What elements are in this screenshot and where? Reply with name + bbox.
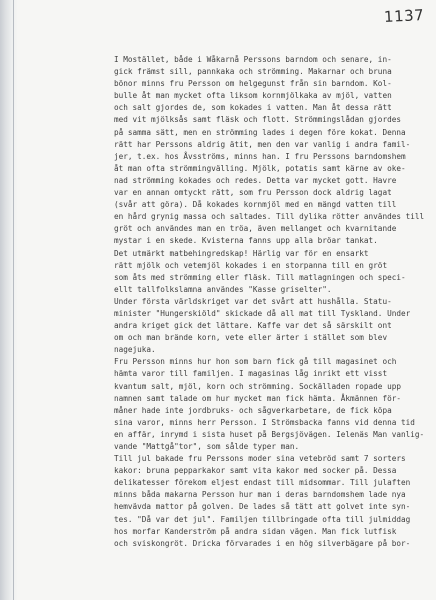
text-line: Till jul bakade fru Perssons moder sina vetebröd samt 7 sorters [114,454,406,464]
text-line: tes. "Då var det jul". Familjen tillbringade ofta till julmiddag [114,514,411,524]
text-line: namnen samt talade om hur mycket man fick hämta. Åkmännen för- [114,393,401,403]
text-line: nad strömming kokades och redes. Detta var mycket gott. Havre [114,175,397,185]
text-line: I Mostället, både i Wåkarnå Perssons barndom och senare, in- [114,55,392,64]
text-line: ellt tallfolkslamna användes "Kasse griselter". [114,284,332,294]
typewritten-text [114,54,436,550]
text-line: sina varor, minns herr Persson. I Strömsbacka fanns vid denna tid [114,417,415,427]
text-line: hos morfar Kanderström på andra sidan vägen. Man fick lutfisk [114,526,397,536]
text-line: Det utmärkt matbehingredskap! Härlig var för en ensarkt [114,248,369,258]
text-line: nagejuka. [114,345,156,355]
text-line: bönor minns fru Persson om helgegunst från sin barndom. Kol- [114,79,392,89]
text-line: mystar i en skede. Kvisterna fanns upp alla bröar tankat. [114,236,378,246]
page-binding-edge [0,0,18,600]
text-line: (svår att göra). Då kokades kornmjöl med en mängd vatten till [114,200,397,210]
text-line: delikatesser förekom eljest endast till midsommar. Till julaften [114,478,411,488]
text-line: hämta varor till familjen. I magasinas låg inrikt ett visst [114,369,388,379]
text-line: rätt mjölk och vetemjöl kokades i en storpanna till en gröt [114,260,388,270]
binding-line [13,0,14,600]
text-line: med vit mjölksås samt fläsk och flott. Strömmingslådan gjordes [114,115,401,125]
text-line: minns båda makarna Persson hur man i deras barndomshem lade nya [114,490,406,500]
text-line: jer, t.ex. hos Åvsströms, minns han. I fru Perssons barndomshem [114,151,406,161]
text-line: om och man brände korn, vete eller ärter i stället som blev [114,333,388,343]
text-line: och sviskongröt. Dricka förvarades i en hög silverbägare på bor- [114,538,411,548]
text-line: och salt gjordes de, som kokades i vatten. Man åt dessa rätt [114,103,392,113]
text-line: på samma sätt, men en strömming lades i degen före kokat. Denna [114,127,406,137]
text-line: var en annan omtyckt rätt, som fru Persson dock aldrig lagat [114,188,392,198]
text-line: vande "Mattgå"tor", som sålde typer man. [114,442,300,451]
text-line: kakor: bruna pepparkakor samt vita kakor med socker på. Dessa [114,466,397,476]
text-line: rätt har Perssons aldrig ätit, men den var vanlig i andra famil- [114,139,411,149]
text-line: som åts med strömming eller fläsk. Till matlagningen och speci- [114,272,406,282]
text-line: gröt och användes man en tröa, även mellanget och kvarnitande [114,224,397,234]
text-line: bulle åt man mycket ofta liksom kornmjölkaka av mjöl, vatten [114,91,392,101]
text-line: måner hade inte jordbruks- och sågverkarbetare, de fick köpa [114,405,392,415]
text-line: kvantum salt, mjöl, korn och strömming. Sockälladen ropade upp [114,381,401,391]
text-line: en hård grynig massa och saltades. Till dylika rötter användes till [114,212,425,222]
text-line: gick främst sill, pannkaka och strömming. Makarnar och bruna [114,67,392,77]
text-line: hemvävda mattor på golven. De lades så tätt att golvet inte syn- [114,502,411,512]
text-line: Under första världskriget var det svårt att hushålla. Statu- [114,296,392,306]
text-line: andra kriget gick det lättare. Kaffe var det så särskilt ont [114,321,392,331]
page-number: 1137 [383,5,425,27]
text-line: Fru Persson minns hur hon som barn fick gå till magasinet och [114,357,397,367]
text-line: åt man ofta strömmingvälling. Mjölk, potatis samt kärne av oke- [114,163,406,173]
text-line: minister "Hungerskiöld" skickade då all mat till Tyskland. Under [114,308,411,318]
text-line: en affär, inrymd i sista huset på Bergsjövägen. Ielenäs Man vanlig- [114,429,425,439]
